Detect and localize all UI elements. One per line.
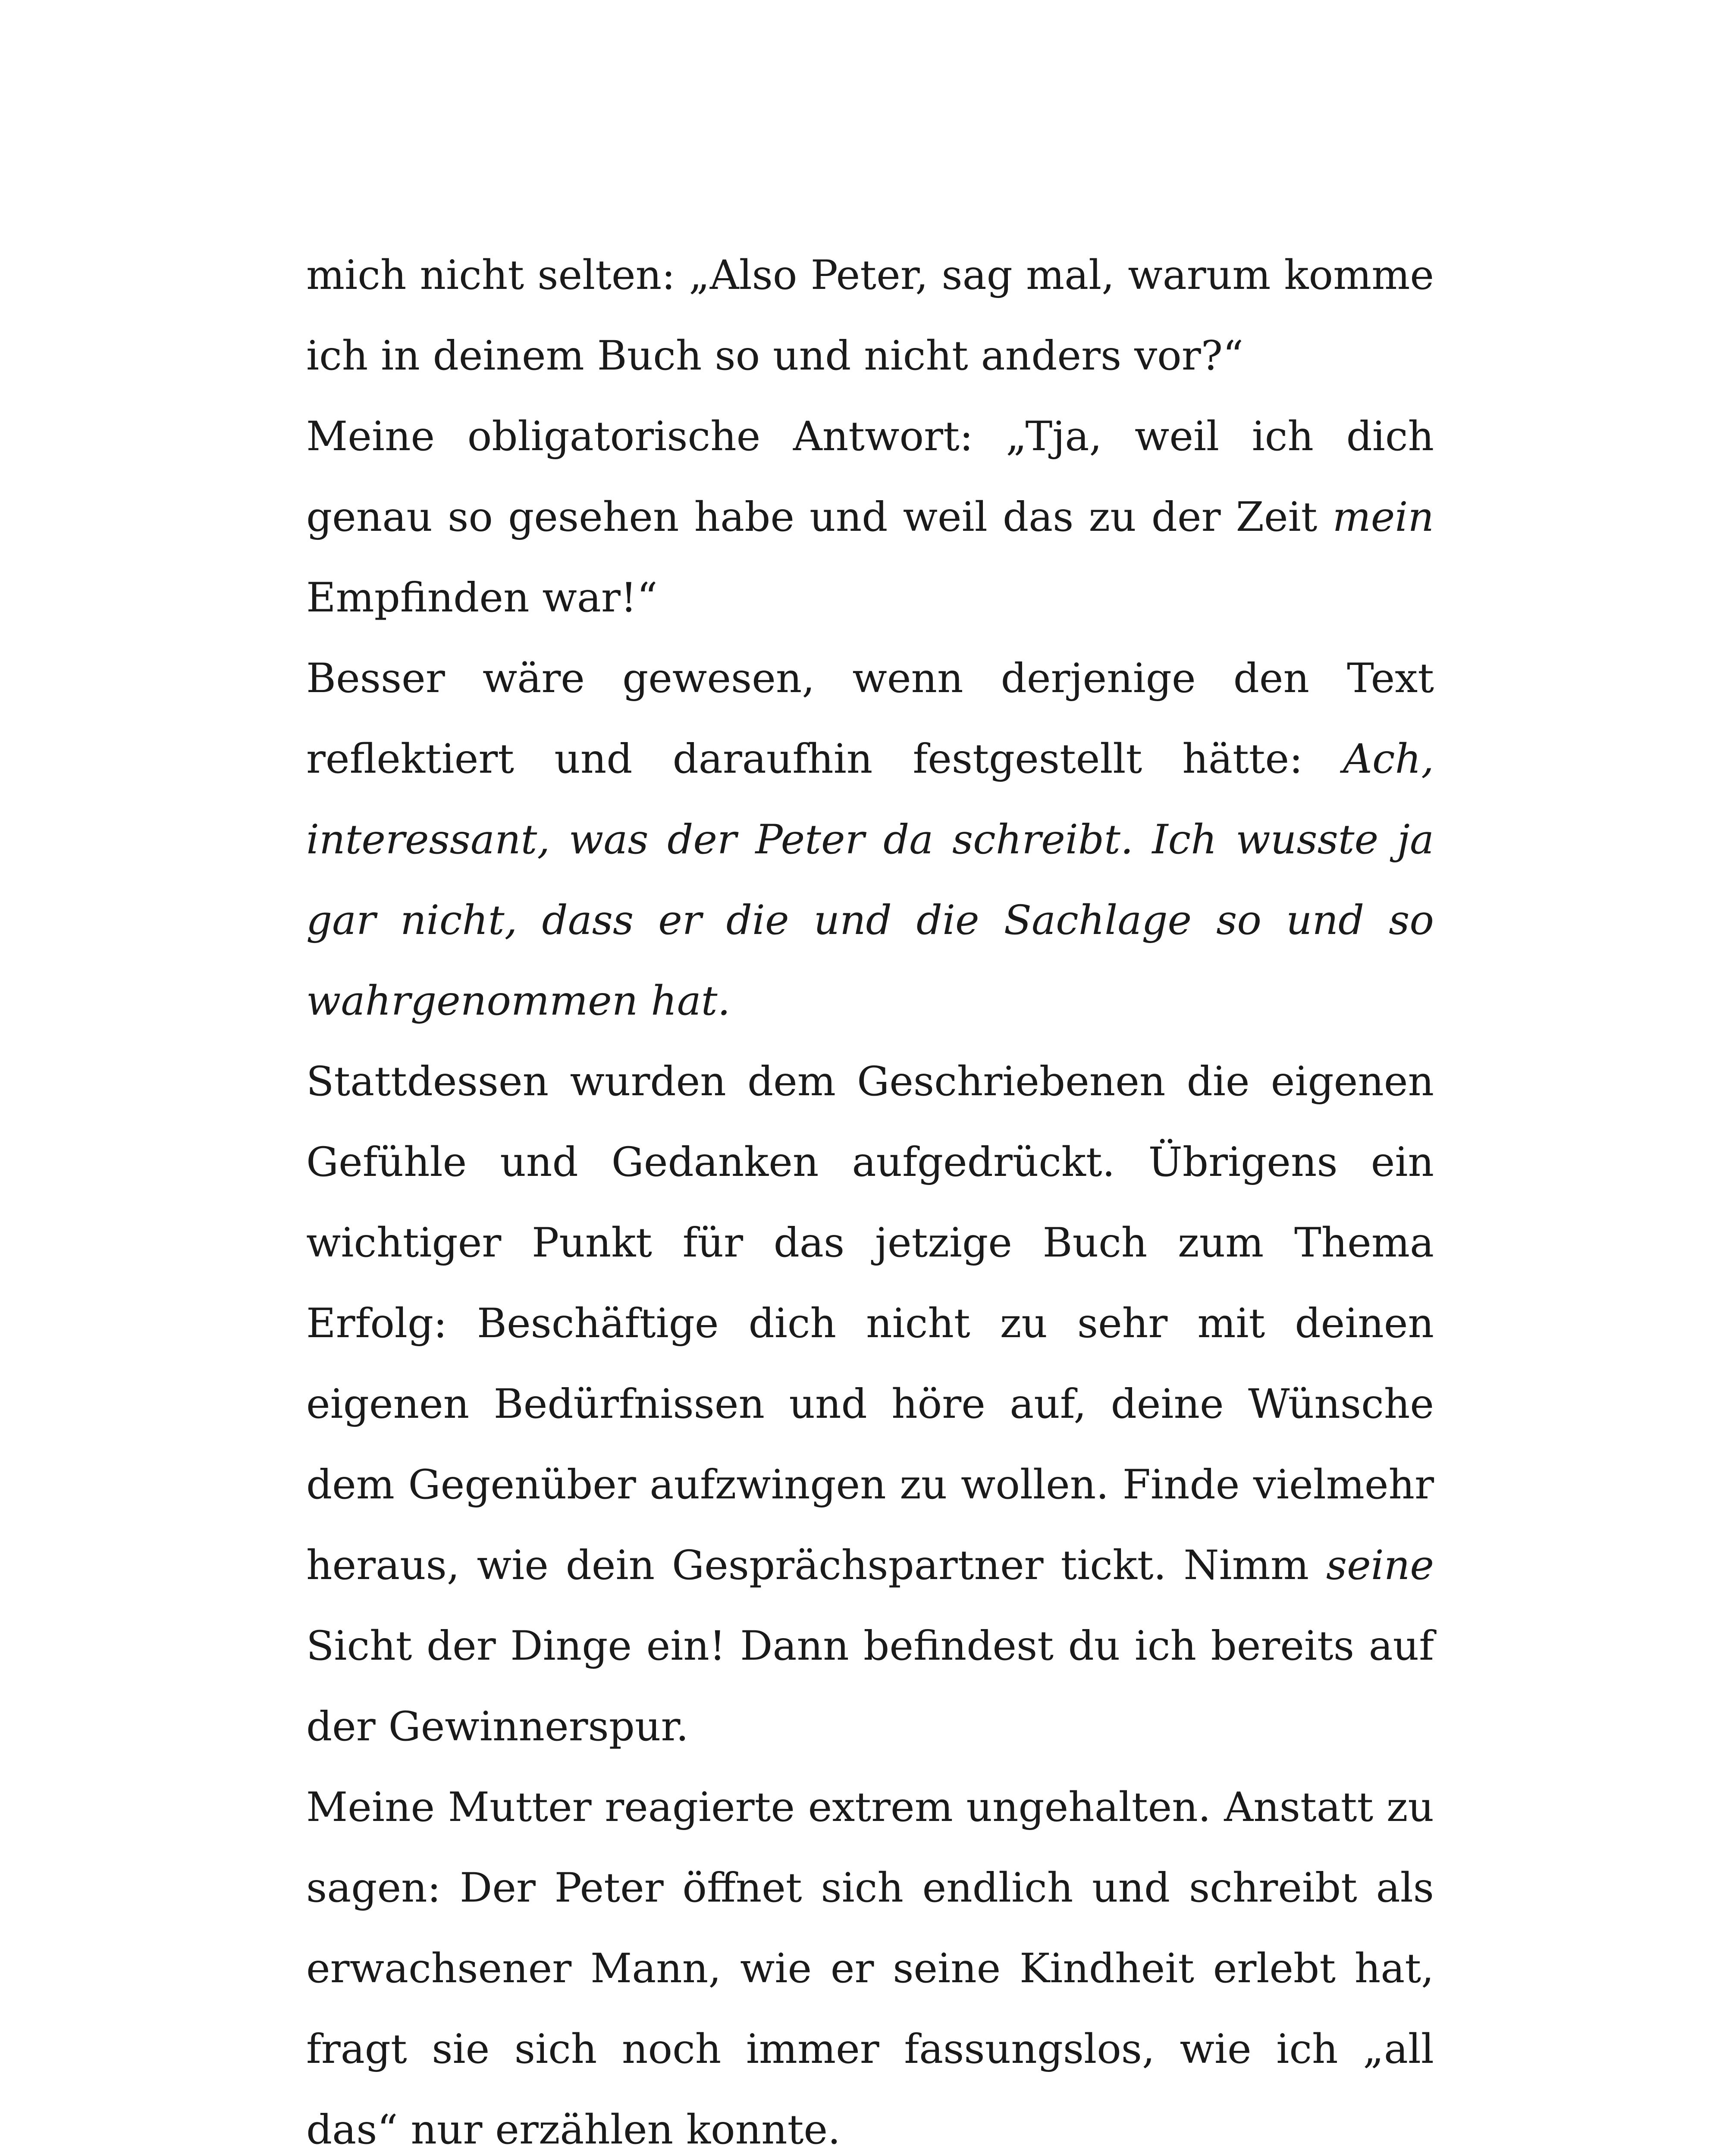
text-run: Empfinden war!“: [306, 574, 658, 621]
paragraph: [306, 638, 1434, 1041]
text-run: Sicht der Dinge ein! Dann befindest du ich bereits auf der Gewinnerspur.: [306, 1623, 1434, 1750]
text-run: Meine Mutter reagierte extrem ungehalten. Anstatt zu sagen: Der Peter öffnet sich endlich und schreibt als erwachsener Mann, wie er seine Kindheit erlebt hat, fragt sie sich noch immer fassungslos, wie ich „all das“ nur erzählen konnte.: [306, 1784, 1434, 2153]
text-run: mich nicht selten: „Also Peter, sag mal, warum komme ich in deinem Buch so und nicht anders vor?“: [306, 252, 1434, 379]
body-text: [306, 235, 1434, 2156]
paragraph: [306, 396, 1434, 638]
paragraph: [306, 1767, 1434, 2156]
emphasis-text: mein: [1332, 494, 1434, 541]
text-run: Meine obligatorische Antwort: „Tja, weil ich dich genau so gesehen habe und weil das zu der Zeit: [306, 413, 1434, 541]
emphasis-text: Ach, interessant, was der Peter da schreibt. Ich wusste ja gar nicht, dass er die und die Sachlage so und so wahrgenommen hat.: [306, 736, 1434, 1025]
paragraph: [306, 1041, 1434, 1767]
text-run: Besser wäre gewesen, wenn derjenige den Text reflektiert und daraufhin festgestellt hätte:: [306, 655, 1434, 783]
paragraph: [306, 235, 1434, 396]
emphasis-text: seine: [1326, 1542, 1434, 1589]
text-run: Stattdessen wurden dem Geschriebenen die eigenen Gefühle und Gedanken aufgedrückt. Übrigens ein wichtiger Punkt für das jetzige Buch zum Thema Erfolg: Beschäftige dich nicht zu sehr mit deinen eigenen Bedürfnissen und höre auf, deine Wünsche dem Gegenüber aufzwingen zu wollen. Finde vielmehr heraus, wie dein Gesprächspartner tickt. Nimm: [306, 1058, 1434, 1589]
